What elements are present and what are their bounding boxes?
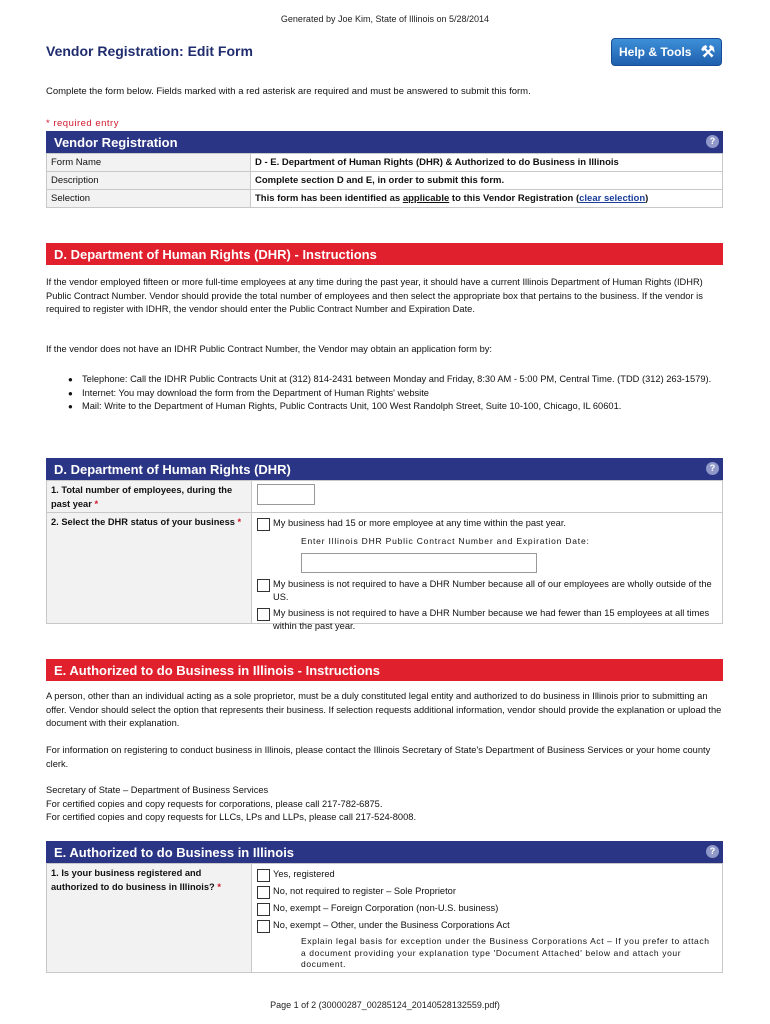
list-item: ● Internet: You may download the form from the Department of Human Rights' website xyxy=(68,387,718,401)
vendor-registration-table xyxy=(46,153,723,208)
form-row-authorized xyxy=(47,864,722,972)
dhr-option-15-or-more[interactable] xyxy=(257,517,717,531)
tools-icon: ⚒ xyxy=(700,44,715,61)
question-text: 2. Select the DHR status of your business xyxy=(51,517,235,527)
row-label: Form Name xyxy=(47,154,251,172)
authorized-options xyxy=(252,864,722,972)
dhr-option-fewer-than-15[interactable] xyxy=(257,607,717,633)
generated-by-text: Generated by Joe Kim, State of Illinois on 5/28/2014 xyxy=(280,14,490,24)
vendor-registration-header xyxy=(46,131,723,153)
required-entry-note: * required entry xyxy=(46,118,119,129)
auth-option-foreign-corp[interactable] xyxy=(257,902,717,916)
help-icon[interactable]: ? xyxy=(706,845,719,858)
checkbox[interactable] xyxy=(257,608,270,621)
required-asterisk: * xyxy=(217,881,221,892)
help-icon[interactable]: ? xyxy=(706,462,719,475)
section-title: E. Authorized to do Business in Illinois xyxy=(54,844,295,860)
sos-contact-block xyxy=(46,784,722,825)
selection-prefix: This form has been identified as xyxy=(255,193,403,204)
contact-line: For certified copies and copy requests for corporations, please call 217-782-6875. xyxy=(46,798,383,809)
application-methods-list xyxy=(68,373,718,414)
selection-value xyxy=(251,190,723,208)
auth-instructions-para2: For information on registering to conduct business in Illinois, please contact the Illinois Secretary of State's Department of Business Services or your home county clerk. xyxy=(46,745,711,769)
question-text: 1. Is your business registered and authorized to do business in Illinois? xyxy=(51,868,215,892)
exemption-explanation-label: Explain legal basis for exception under the Business Corporations Act – If you prefer to attach a document providing your explanation type 'Document Attached' below and attach your document. xyxy=(301,936,710,969)
form-intro: Complete the form below. Fields marked with a red asterisk are required and must be answered to submit this form. xyxy=(46,86,531,97)
section-title: D. Department of Human Rights (DHR) - Instructions xyxy=(54,246,377,262)
section-title: Vendor Registration xyxy=(54,134,178,150)
contract-number-label: Enter Illinois DHR Public Contract Number and Expiration Date: xyxy=(301,536,590,546)
checkbox[interactable] xyxy=(257,886,270,899)
option-label: Yes, registered xyxy=(273,869,335,879)
contact-line: Secretary of State – Department of Business Services xyxy=(46,785,269,795)
help-icon[interactable]: ? xyxy=(706,135,719,148)
selection-suffix: ) xyxy=(645,193,649,204)
table-row xyxy=(47,154,723,172)
option-label: My business had 15 or more employee at any time within the past year. xyxy=(273,518,567,528)
employees-count-input[interactable] xyxy=(257,484,315,505)
dhr-form-table xyxy=(46,480,723,631)
checkbox[interactable] xyxy=(257,518,270,531)
row-value: Complete section D and E, in order to submit this form. xyxy=(251,172,723,190)
required-asterisk: * xyxy=(237,517,242,527)
auth-option-sole-proprietor[interactable] xyxy=(257,885,717,899)
list-item: ● Mail: Write to the Department of Human Rights, Public Contracts Unit, 100 West Randolph Street, Suite 10-100, Chicago, IL 60601. xyxy=(68,400,718,414)
auth-option-other-exempt[interactable] xyxy=(257,919,717,933)
dhr-instructions-para2: If the vendor does not have an IDHR Public Contract Number, the Vendor may obtain an application form by: xyxy=(46,344,492,354)
form-row-employees xyxy=(47,481,722,512)
dhr-form-header xyxy=(46,458,723,480)
section-title: D. Department of Human Rights (DHR) xyxy=(54,461,291,477)
employees-cell xyxy=(252,481,722,512)
option-label: My business is not required to have a DHR Number because we had fewer than 15 employees at all times within the past year. xyxy=(273,608,710,631)
checkbox[interactable] xyxy=(257,579,270,592)
authorized-question xyxy=(47,864,252,972)
required-asterisk: * xyxy=(94,498,99,509)
clear-selection-link[interactable]: clear selection xyxy=(579,193,646,204)
auth-instructions-para1: A person, other than an individual acting as a sole proprietor, must be a duly constituted legal entity and authorized to do business in Illinois prior to submitting an offer. Vendor should select the option that represents their business. If selection requests additional information, vendor should provide the explanation or upload the document with their explanation. xyxy=(46,691,722,728)
contract-number-input[interactable] xyxy=(301,553,537,573)
auth-form-table xyxy=(46,863,723,973)
row-value: D - E. Department of Human Rights (DHR) & Authorized to do Business in Illinois xyxy=(251,154,723,172)
table-row xyxy=(47,190,723,208)
contact-line: For certified copies and copy requests for LLCs, LPs and LLPs, please call 217-524-8008. xyxy=(46,812,417,822)
section-title: E. Authorized to do Business in Illinois - Instructions xyxy=(54,662,380,678)
auth-option-yes[interactable] xyxy=(257,868,717,882)
option-label: My business is not required to have a DHR Number because all of our employees are wholly outside of the US. xyxy=(273,579,712,602)
employees-question xyxy=(47,481,252,512)
dhr-status-question xyxy=(47,513,252,623)
selection-mid: to this Vendor Registration ( xyxy=(449,193,580,204)
dhr-instructions-header xyxy=(46,243,723,265)
page-footer: Page 1 of 2 (30000287_00285124_20140528132559.pdf) xyxy=(270,1000,500,1010)
page-title: Vendor Registration: Edit Form xyxy=(46,43,253,59)
dhr-status-options xyxy=(252,513,722,631)
dhr-instructions-para1: If the vendor employed fifteen or more full-time employees at any time during the past year, it should have a current Illinois Department of Human Rights (IDHR) Public Contract Number. Vendor should provide the total number of employees and then select the appropriate box that pertains to the business. If the vendor is required to register with IDHR, the vendor should enter the Public Contract Number and Expiration Date. xyxy=(46,277,703,314)
checkbox[interactable] xyxy=(257,869,270,882)
row-label: Description xyxy=(47,172,251,190)
help-tools-button[interactable] xyxy=(611,38,722,66)
auth-instructions-header xyxy=(46,659,723,681)
row-label: Selection xyxy=(47,190,251,208)
form-row-dhr-status xyxy=(47,512,722,631)
table-row xyxy=(47,172,723,190)
help-tools-label: Help & Tools xyxy=(619,45,692,59)
dhr-option-outside-us[interactable] xyxy=(257,578,717,604)
option-label: No, exempt – Other, under the Business Corporations Act xyxy=(273,920,510,930)
checkbox[interactable] xyxy=(257,920,270,933)
option-label: No, not required to register – Sole Proprietor xyxy=(273,886,456,896)
auth-form-header xyxy=(46,841,723,863)
option-label: No, exempt – Foreign Corporation (non-U.S. business) xyxy=(273,903,499,913)
list-item: ● Telephone: Call the IDHR Public Contracts Unit at (312) 814-2431 between Monday and Friday, 8:30 AM - 5:00 PM, Central Time. (TDD (312) 263-1579). xyxy=(68,373,718,387)
checkbox[interactable] xyxy=(257,903,270,916)
applicable-text: applicable xyxy=(402,193,450,204)
question-text: 1. Total number of employees, during the past year xyxy=(51,485,233,509)
